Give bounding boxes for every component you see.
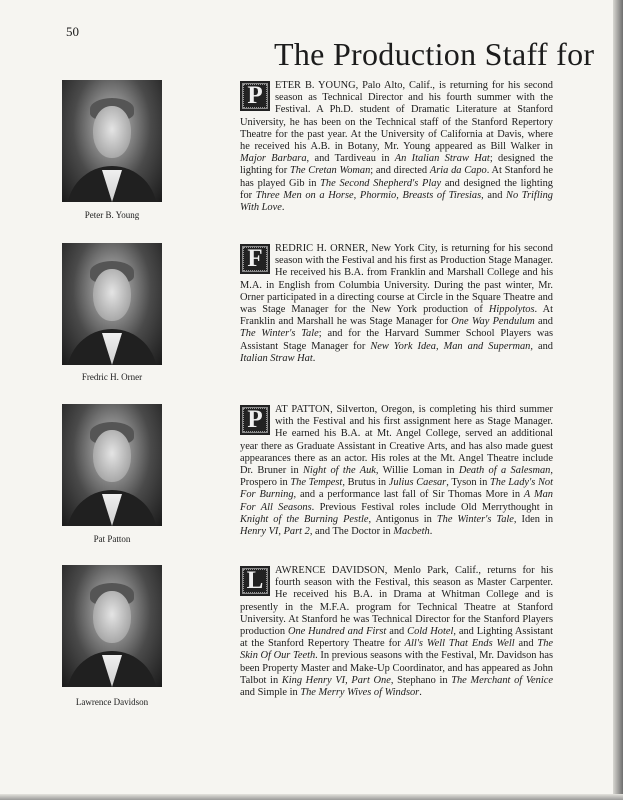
portrait-photo: [62, 565, 162, 687]
bio-text: , Iden in: [513, 513, 554, 525]
work-title: King Henry VI, Part One: [281, 674, 391, 686]
work-title: An Italian Straw Hat: [394, 153, 490, 165]
bio-paragraph: [240, 80, 553, 214]
bio-lead-name: REDRIC H. ORNER: [275, 243, 366, 254]
bio-body: [240, 565, 553, 698]
work-title: Macbeth: [393, 526, 430, 538]
bio-text: and Simple in: [240, 687, 301, 699]
bio-text: .: [281, 202, 285, 214]
dropcap-letter: F: [240, 244, 270, 274]
work-title: All's Well That Ends Well: [404, 638, 515, 650]
bio-text: , Menlo Park, Calif., returns for his fourth season with the Festival, this season as Master Carpenter. He received his B.A. in Drama at Whitman College and is presently in the M.F.A. program for Technical Theatre at Stanford University. At Stanford he was Technical Director for the Stanford Players production: [240, 565, 553, 638]
work-title: The Tempest: [290, 477, 343, 489]
page-shadow-bottom: [0, 794, 623, 800]
page-shadow-right: [613, 0, 623, 800]
bio-text: , and a performance last fall of Sir Thomas More in: [293, 489, 524, 501]
bio-text: . At Stanford he has played Gib in: [240, 165, 553, 189]
bio-paragraph: [240, 243, 553, 365]
work-title: The Winter's Tale: [436, 513, 514, 525]
bio-text: , Stephano in: [390, 674, 452, 686]
bio-text: , Willie Loman in: [375, 465, 459, 477]
bio-text: ; and for the Harvard Summer School Players was Assistant Stage Manager for: [240, 328, 553, 352]
bio-paragraph: [240, 565, 553, 699]
bio-text: . Previous Festival roles include Old Merrythought in: [311, 501, 553, 513]
bio-text: ; and directed: [370, 165, 430, 177]
bio-text: and designed the lighting for: [240, 177, 553, 201]
bio-text: , Brutus in: [342, 477, 389, 489]
bio-text: , Palo Alto, Calif., is returning for his second season as Technical Director and his fourth summer with the Festival. A Ph.D. student of Dramatic Literature at Stanford University, he has been on the Technical staff of the Stanford Repertory Theatre for the past year. At the University of California at Davis, where he received his A.B. in Botany, Mr. Young appeared as Bill Walker in: [240, 80, 553, 153]
work-title: The Winter's Tale: [240, 328, 319, 340]
work-title: Hippolytos: [488, 304, 535, 316]
work-title: The Cretan Woman: [289, 165, 371, 177]
portrait-photo: [62, 243, 162, 365]
bio-body: [240, 80, 553, 213]
portrait-photo: [62, 80, 162, 202]
photo-caption: Lawrence Davidson: [75, 697, 149, 707]
bio-text: and: [483, 189, 507, 201]
work-title: Aria da Capo: [429, 165, 487, 177]
dropcap-letter: L: [240, 566, 270, 596]
bio-text: .: [429, 526, 433, 538]
bio-text: , New York City, is returning for his second season with the Festival and his first as Production Stage Manager. He received his B.A. from Franklin and Marshall College and his M.A. in English from Columbia University. During the past winter, Mr. Orner participated in a directing course at Circle in the Square Theatre and was Stage Manager for the New York production of: [240, 243, 553, 316]
work-title: Julius Caesar: [388, 477, 447, 489]
portrait-photo: [62, 404, 162, 526]
bio-text: , and The Doctor in: [309, 526, 394, 538]
bio-text: , Tyson in: [446, 477, 490, 489]
bio-text: , Antigonus in: [368, 513, 437, 525]
bio-lead-name: AWRENCE DAVIDSON: [275, 565, 385, 576]
work-title: Henry VI, Part 2: [240, 526, 310, 538]
bio-text: , and Tardiveau in: [306, 153, 395, 165]
bio-text: and: [532, 340, 554, 352]
bio-text: , and Lighting Assistant at the Stanford Repertory Theatre for: [240, 626, 554, 650]
work-title: Night of the Auk: [303, 465, 376, 477]
page-number: 50: [66, 24, 79, 39]
work-title: A Man For All Seasons: [240, 489, 553, 513]
work-title: No Trifling With Love: [240, 189, 553, 214]
bio-text: and: [534, 316, 553, 328]
work-title: Cold Hotel: [407, 626, 454, 638]
work-title: Major Barbara: [240, 153, 307, 165]
dropcap-letter: P: [240, 405, 270, 435]
work-title: One Hundred and First: [287, 626, 387, 638]
bio-lead-name: AT PATTON: [275, 404, 331, 415]
photo-caption: Peter B. Young: [84, 210, 140, 220]
bio-lead-name: ETER B. YOUNG: [275, 80, 356, 91]
work-title: Death of a Salesman: [458, 465, 551, 477]
bio-text: , Silverton, Oregon, is completing his third summer with the Festival and his first assignment here as Stage Manager. He earned his B.A. at Mt. Angel College, served an additional year there as Graduate Assistant in Creative Arts, and has also made guest appearances there as an actor. His roles at the Mt. Angel Theatre include Dr. Bruner in: [240, 404, 554, 477]
work-title: The Lady's Not For Burning: [240, 477, 553, 501]
work-title: The Skin Of Our Teeth: [240, 638, 554, 662]
bio-text: . At Franklin and Marshall he was Stage Manager for: [240, 304, 554, 328]
work-title: Italian Straw Hat: [240, 352, 313, 364]
bio-body: [240, 243, 553, 364]
work-title: One Way Pendulum: [451, 316, 535, 328]
dropcap-letter: P: [240, 81, 270, 111]
bio-text: , Prospero in: [240, 465, 553, 489]
bio-body: [240, 404, 553, 537]
bio-text: and: [514, 638, 538, 650]
work-title: Three Men on a Horse, Phormio, Breasts of Tiresias,: [255, 189, 484, 201]
bio-text: .: [419, 687, 422, 699]
bio-paragraph: [240, 404, 553, 538]
work-title: The Merchant of Venice: [451, 674, 553, 686]
work-title: New York Idea, Man and Superman,: [370, 340, 533, 352]
work-title: The Merry Wives of Windsor: [300, 687, 420, 699]
bio-text: .: [312, 352, 316, 364]
work-title: The Second Shepherd's Play: [320, 177, 442, 189]
photo-caption: Fredric H. Orner: [81, 372, 143, 382]
photo-caption: Pat Patton: [93, 534, 131, 544]
work-title: Knight of the Burning Pestle: [240, 513, 369, 525]
bio-text: . In previous seasons with the Festival, Mr. Davidson has been Property Master and Make-Up Coordinator, and has appeared as John Talbot in: [240, 650, 553, 686]
bio-text: and: [386, 626, 408, 638]
bio-text: ; designed the lighting for: [240, 153, 553, 177]
page-title: The Production Staff for: [274, 36, 595, 72]
